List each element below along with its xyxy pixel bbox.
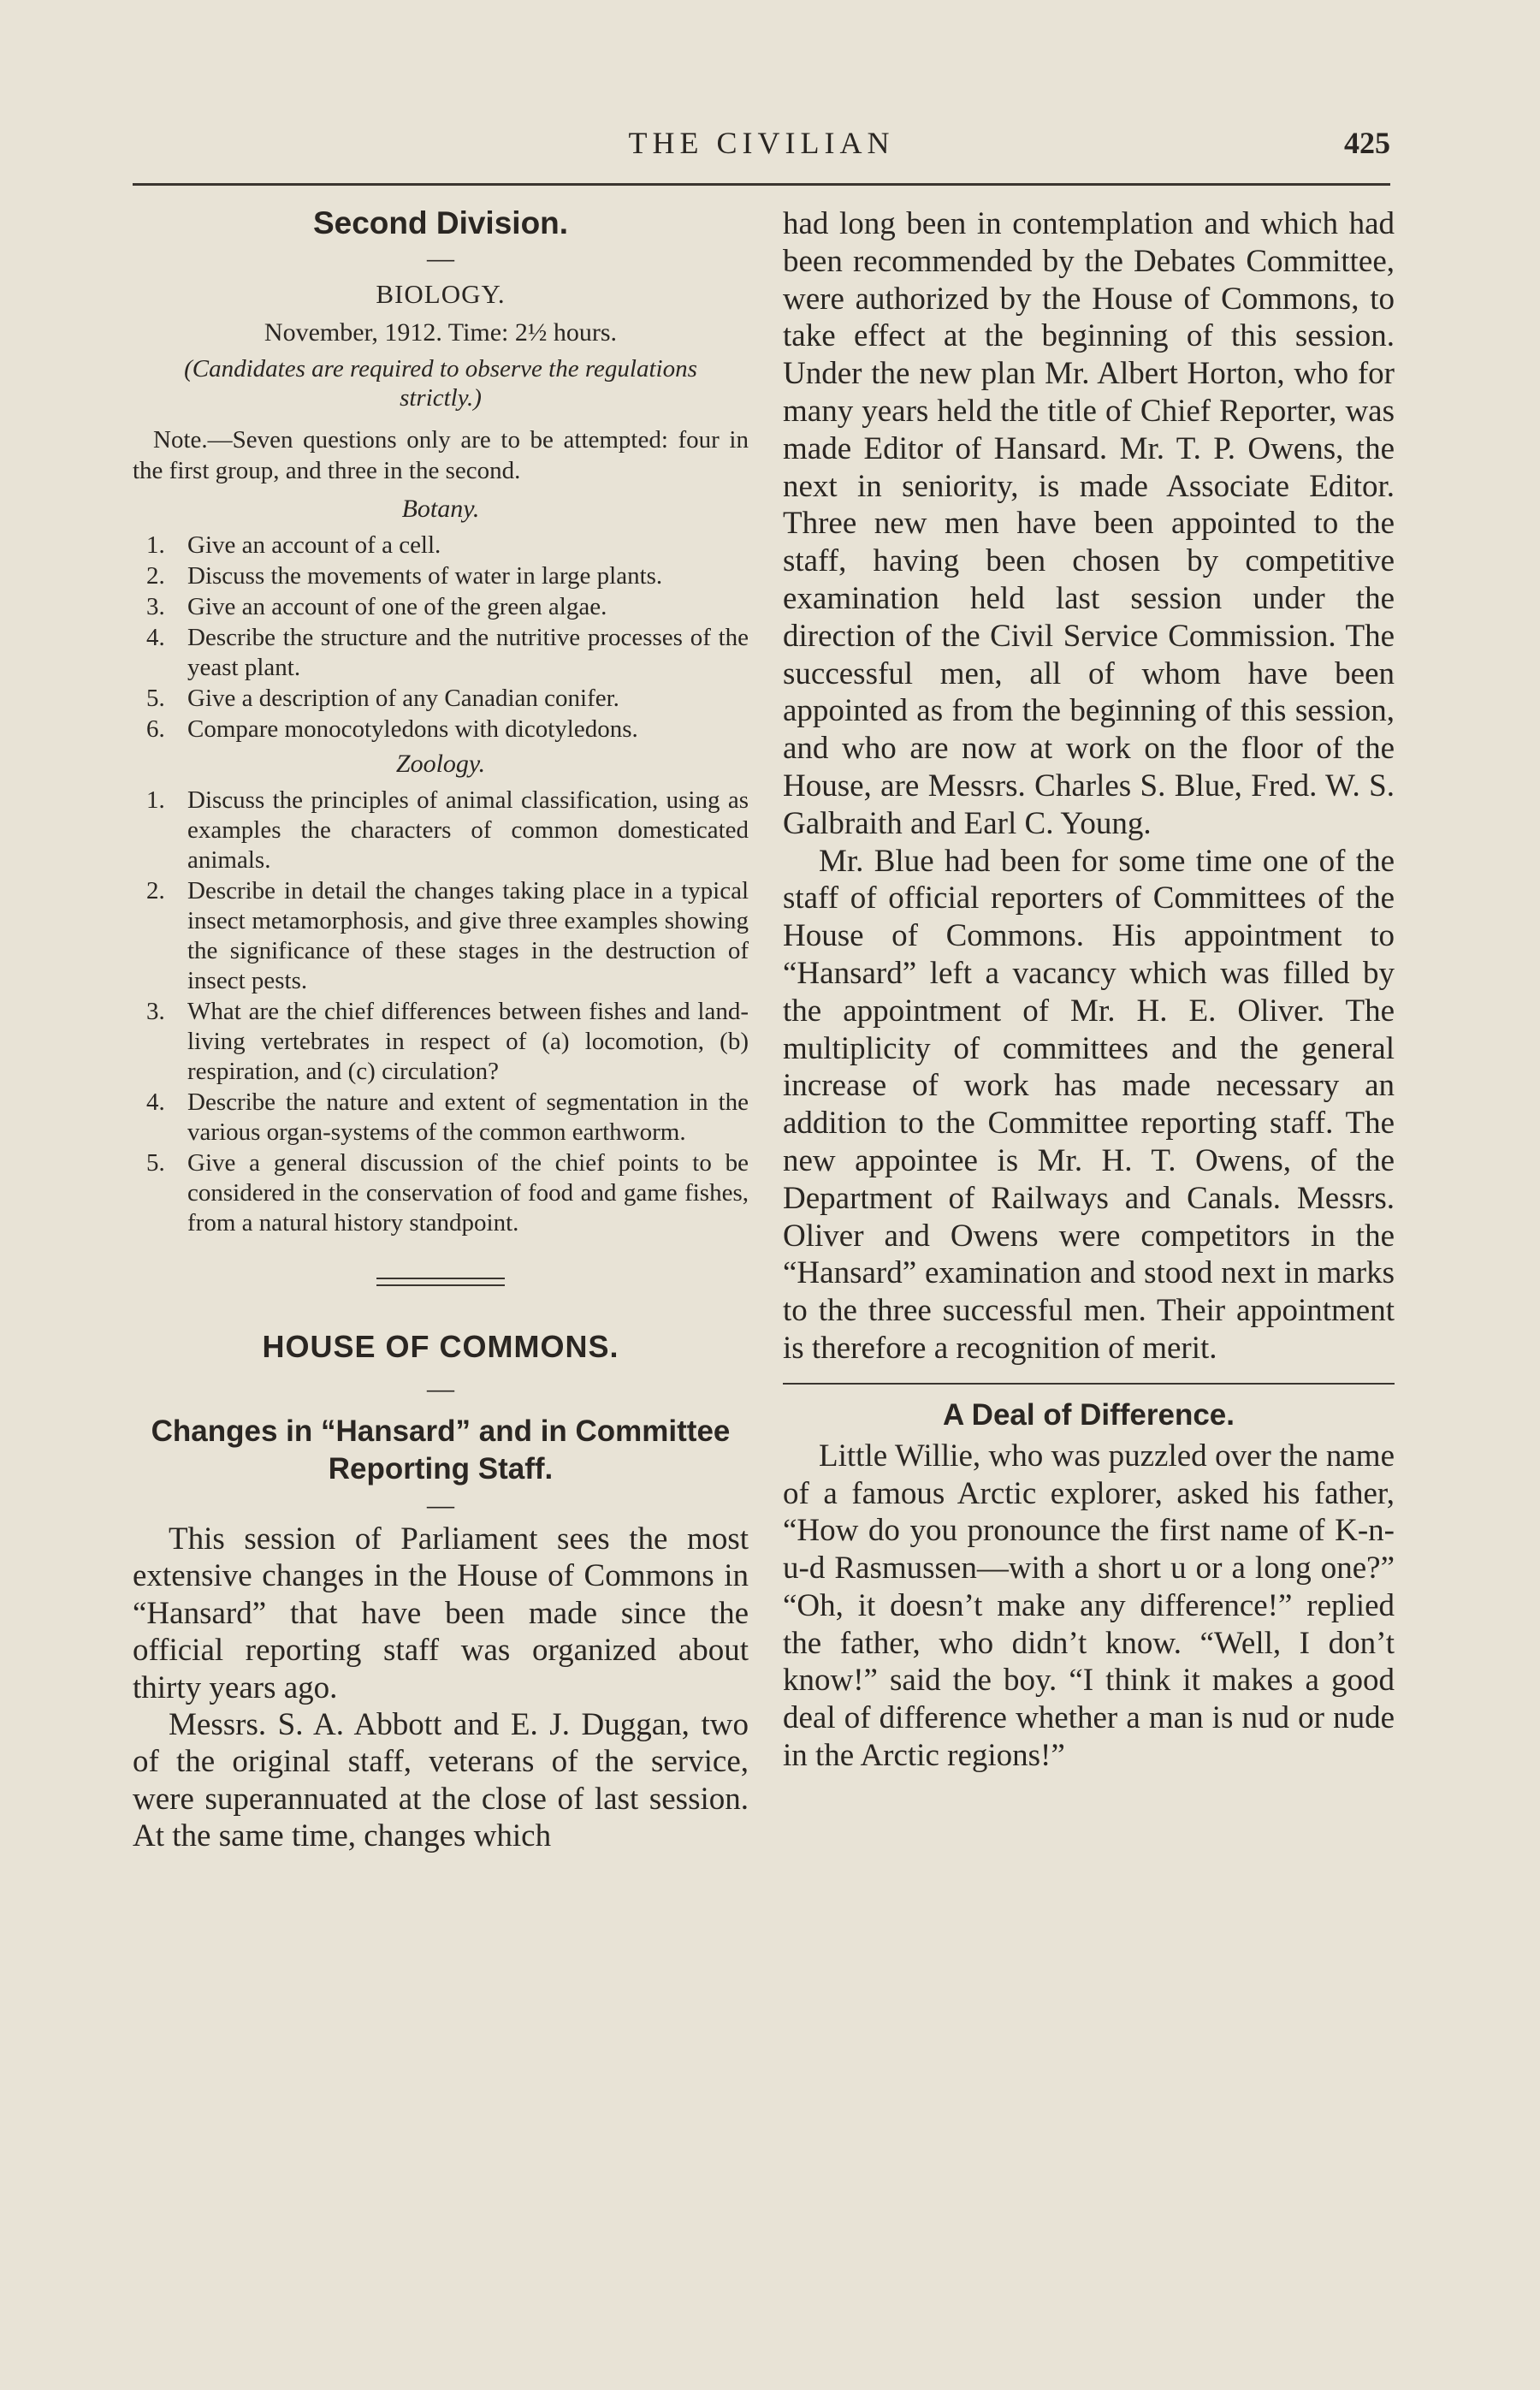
exam-date-time: November, 1912. Time: 2½ hours. — [264, 318, 618, 347]
question-number: 4. — [146, 1088, 165, 1116]
page-number: 425 — [1344, 126, 1390, 160]
question-text: Give a description of any Canadian conifer. — [187, 685, 619, 712]
question-number: 6. — [146, 715, 165, 743]
question-text: Discuss the movements of water in large plants. — [187, 562, 663, 590]
article-paragraph: Messrs. S. A. Abbott and E. J. Duggan, two of the original staff, veterans of the service, were superannuated at the close of last session. At the same time, changes which — [133, 1707, 749, 1854]
running-head — [133, 125, 1390, 168]
article-paragraph: Mr. Blue had been for some time one of the staff of official reporters of Committees of the House of Commons. His appointment to “Hansard” left a vacancy which was filled by the appointment of Mr. H. E. Oliver. The multiplicity of committees and the general increase of work has made necessary an addition to the Committee reporting staff. The new appointee is Mr. H. T. Owens, of the Department of Railways and Canals. Messrs. Oliver and Owens were competitors in the “Hansard” examination and stood next in marks to the three successful men. Their appointment is therefore a recognition of merit. — [783, 843, 1395, 1366]
exam-subject: BIOLOGY. — [376, 279, 506, 309]
question-item — [133, 786, 749, 875]
question-item — [133, 876, 749, 996]
question-text: Give an account of a cell. — [187, 531, 441, 559]
commons-heading: HOUSE OF COMMONS. — [262, 1329, 619, 1364]
question-number: 1. — [146, 531, 165, 559]
left-column — [133, 205, 749, 1855]
exam-note: Note.—Seven questions only are to be attempted: four in the first group, and three in the second. — [133, 426, 749, 484]
exam-instructions: (Candidates are required to observe the regulations strictly.) — [184, 355, 697, 412]
question-number: 2. — [146, 877, 165, 904]
zoology-questions — [133, 786, 749, 1238]
question-item — [133, 623, 749, 683]
anecdote-text: Little Willie, who was puzzled over the name of a famous Arctic explorer, asked his father, “How do you pronounce the first name of K-n-u-d Rasmussen—with a short u or a long one?” “Oh, it doesn’t make any difference!” replied the father, who didn’t know. “Well, I don’t know!” said the boy. “I think it makes a good deal of difference whether a man is nud or nude in the Arctic regions!” — [783, 1438, 1395, 1774]
question-text: Compare monocotyledons with dicotyledons. — [187, 715, 638, 743]
question-item — [133, 561, 749, 591]
commons-dash: — — [427, 1373, 454, 1403]
question-item — [133, 1148, 749, 1238]
question-number: 3. — [146, 593, 165, 620]
botany-heading: Botany. — [401, 495, 480, 523]
section-dash: — — [427, 242, 454, 273]
header-rule — [133, 183, 1390, 186]
question-text: Describe the nature and extent of segmentation in the various organ-systems of the common earthworm. — [187, 1088, 749, 1146]
question-text: What are the chief differences between fishes and land-living vertebrates in respect of (a) locomotion, (b) respiration, and (c) circulation? — [187, 998, 749, 1085]
question-number: 2. — [146, 562, 165, 590]
question-text: Give an account of one of the green algae. — [187, 593, 607, 620]
question-text: Describe the structure and the nutritive processes of the yeast plant. — [187, 624, 749, 681]
question-item — [133, 715, 749, 744]
question-number: 5. — [146, 685, 165, 712]
article-dash: — — [427, 1489, 454, 1520]
article-title: Changes in “Hansard” and in Committee Reporting Staff. — [151, 1414, 731, 1486]
zoology-heading: Zoology. — [395, 750, 486, 778]
question-item — [133, 1088, 749, 1148]
question-item — [133, 997, 749, 1087]
question-item — [133, 684, 749, 714]
question-text: Discuss the principles of animal classification, using as examples the characters of common domesticated animals. — [187, 786, 749, 874]
exam-heading: Second Division. — [312, 205, 569, 240]
section-divider — [376, 1278, 505, 1286]
article-divider — [783, 1383, 1395, 1385]
journal-title: THE CIVILIAN — [628, 126, 895, 160]
question-text: Describe in detail the changes taking place in a typical insect metamorphosis, and give three examples showing the significance of these stages in the destruction of insect pests. — [187, 877, 749, 994]
botany-questions — [133, 531, 749, 744]
article-continuation: had long been in contemplation and which had been recommended by the Debates Committee, were authorized by the House of Commons, to take effect at the beginning of this session. Under the new plan Mr. Albert Horton, who for many years held the title of Chief Reporter, was made Editor of Hansard. Mr. T. P. Owens, the next in seniority, is made Associate Editor. Three new men have been appointed to the staff, having been chosen by competitive examination held last session under the direction of the Civil Service Commission. The successful men, all of whom have been appointed as from the beginning of this session, and who are now at work on the floor of the House, are Messrs. Charles S. Blue, Fred. W. S. Galbraith and Earl C. Young. — [783, 206, 1395, 841]
question-number: 4. — [146, 624, 165, 651]
question-number: 3. — [146, 998, 165, 1025]
question-number: 1. — [146, 786, 165, 814]
question-item — [133, 531, 749, 560]
question-number: 5. — [146, 1149, 165, 1177]
right-column — [783, 205, 1395, 1775]
article-paragraph: This session of Parliament sees the most extensive changes in the House of Commons in “Hansard” that have been made since the official reporting staff was organized about thirty years ago. — [133, 1521, 749, 1705]
anecdote-heading: A Deal of Difference. — [942, 1397, 1235, 1432]
question-item — [133, 592, 749, 622]
question-text: Give a general discussion of the chief points to be considered in the conservation of food and game fishes, from a natural history standpoint. — [187, 1149, 749, 1237]
